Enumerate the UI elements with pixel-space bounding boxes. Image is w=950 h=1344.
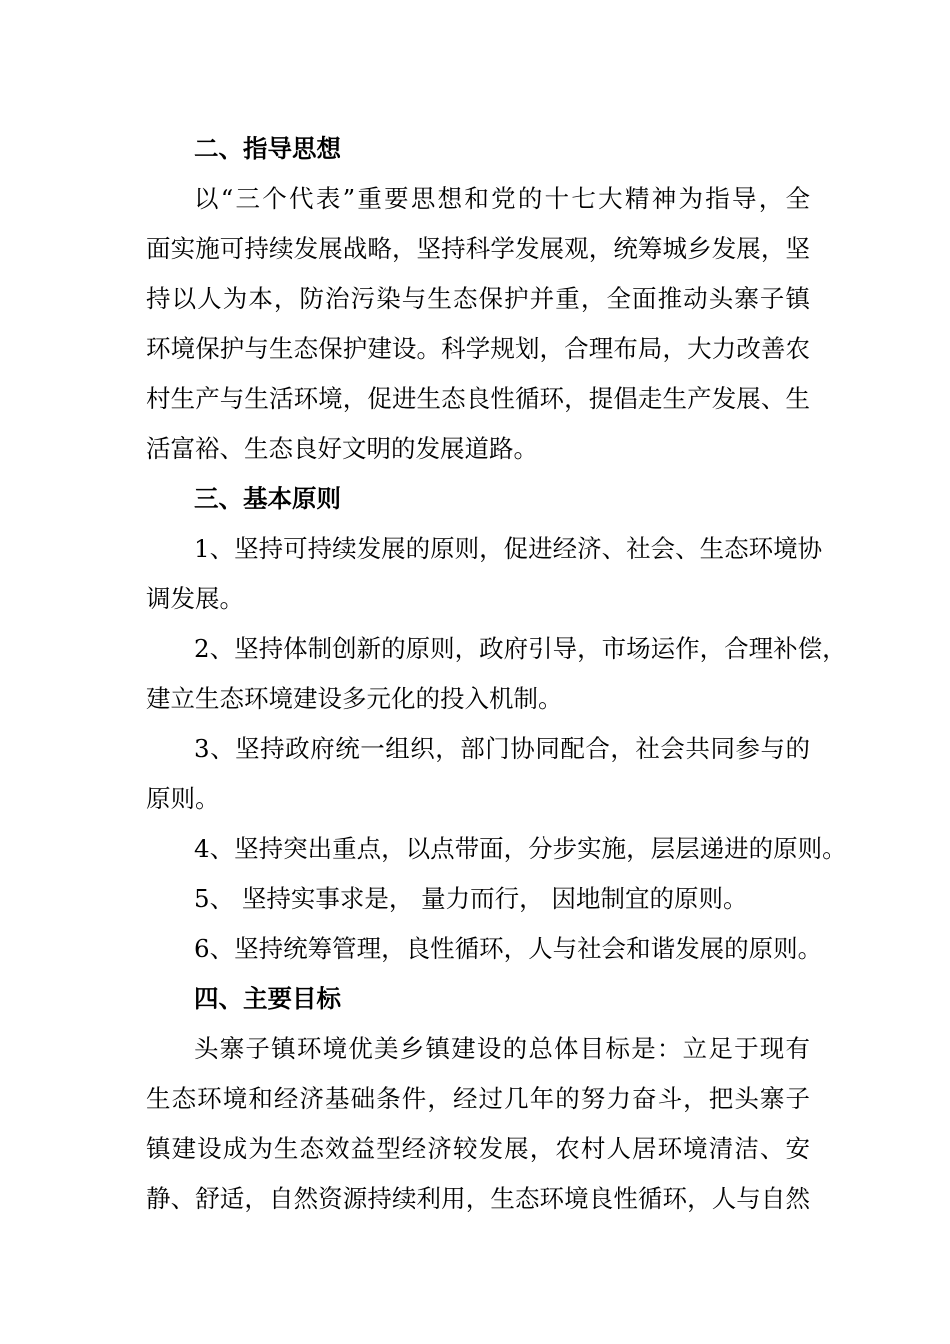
paragraph-line: 以“三个代表”重要思想和党的十七大精神为指导，全 xyxy=(194,184,810,213)
section-heading-main-goals: 四、主要目标 xyxy=(194,984,341,1013)
principle-line: 4、坚持突出重点，以点带面，分步实施，层层递进的原则。 xyxy=(194,834,847,863)
section-heading-basic-principles: 三、基本原则 xyxy=(194,484,341,513)
principle-line: 调发展。 xyxy=(146,584,244,613)
principle-line: 1、坚持可持续发展的原则，促进经济、社会、生态环境协 xyxy=(194,534,823,563)
principle-line: 6、坚持统筹管理，良性循环，人与社会和谐发展的原则。 xyxy=(194,934,823,963)
paragraph-line: 静、舒适，自然资源持续利用，生态环境良性循环，人与自然 xyxy=(146,1184,810,1213)
paragraph-line: 活富裕、生态良好文明的发展道路。 xyxy=(146,434,538,463)
principle-line: 建立生态环境建设多元化的投入机制。 xyxy=(146,684,563,713)
principle-line: 2、坚持体制创新的原则，政府引导，市场运作，合理补偿， xyxy=(194,634,847,663)
paragraph-line: 生态环境和经济基础条件，经过几年的努力奋斗，把头寨子 xyxy=(146,1084,810,1113)
paragraph-line: 镇建设成为生态效益型经济较发展，农村人居环境清洁、安 xyxy=(146,1134,810,1163)
paragraph-line: 持以人为本，防治污染与生态保护并重，全面推动头寨子镇 xyxy=(146,284,810,313)
paragraph-line: 环境保护与生态保护建设。科学规划，合理布局，大力改善农 xyxy=(146,334,810,363)
principle-line: 3、坚持政府统一组织，部门协同配合，社会共同参与的 xyxy=(194,734,810,763)
principle-line: 原则。 xyxy=(146,784,220,813)
paragraph-line: 面实施可持续发展战略，坚持科学发展观，统筹城乡发展，坚 xyxy=(146,234,810,263)
paragraph-line: 头寨子镇环境优美乡镇建设的总体目标是：立足于现有 xyxy=(194,1034,810,1063)
section-heading-guiding-ideology: 二、指导思想 xyxy=(194,134,341,163)
principle-line: 5、 坚持实事求是， 量力而行， 因地制宜的原则。 xyxy=(194,884,748,913)
paragraph-line: 村生产与生活环境，促进生态良性循环，提倡走生产发展、生 xyxy=(146,384,810,413)
